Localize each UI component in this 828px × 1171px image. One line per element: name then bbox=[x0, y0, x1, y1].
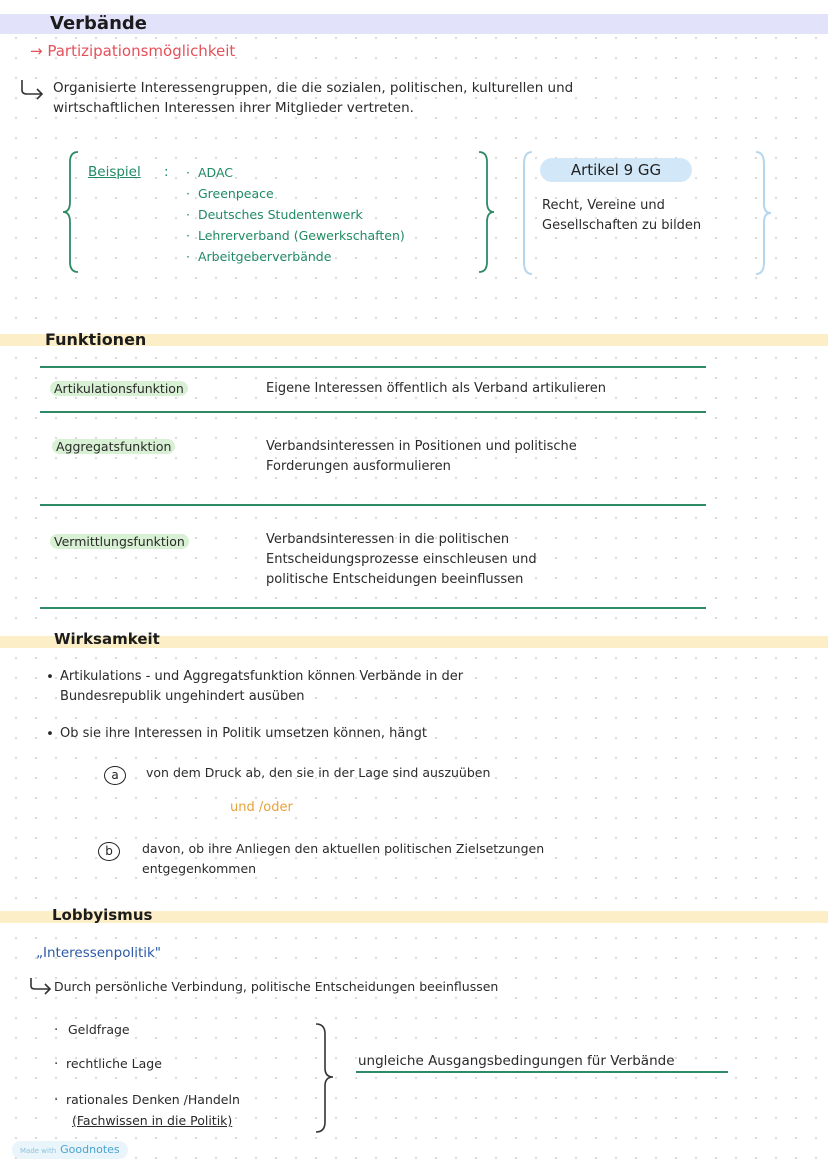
funktionen-title: Funktionen bbox=[45, 330, 147, 349]
lobby-bullet-rechtlich: rechtliche Lage bbox=[66, 1056, 162, 1071]
bullet-dot: · bbox=[54, 1056, 59, 1072]
table-divider bbox=[40, 607, 706, 609]
list-item: · Deutsches Studentenwerk bbox=[186, 204, 405, 225]
goodnotes-badge: Made with Goodnotes bbox=[12, 1141, 128, 1159]
artikel-title: Artikel 9 GG bbox=[540, 158, 692, 182]
function-name-aggregat: Aggregatsfunktion bbox=[52, 437, 175, 456]
function-desc-artikulation: Eigene Interessen öffentlich als Verband artikulieren bbox=[266, 381, 607, 396]
wirksamkeit-title: Wirksamkeit bbox=[54, 630, 160, 648]
lobbyismus-definition: Durch persönliche Verbindung, politische Entscheidungen beeinflussen bbox=[54, 979, 499, 994]
lobby-sub-note: (Fachwissen in die Politik) bbox=[72, 1113, 233, 1128]
beispiel-colon: : bbox=[164, 164, 169, 180]
option-b-marker: b bbox=[98, 840, 120, 861]
interessenpolitik-quote: „Interessenpolitik" bbox=[36, 945, 162, 961]
list-item: · Arbeitgeberverbände bbox=[186, 246, 405, 267]
option-a-marker: a bbox=[104, 764, 126, 785]
page-title: Verbände bbox=[50, 13, 147, 34]
function-name-vermittlung: Vermittlungsfunktion bbox=[50, 532, 189, 551]
example-list bbox=[186, 162, 405, 267]
bullet-dot: · bbox=[54, 1022, 59, 1038]
wirksamkeit-point1-line2: Bundesrepublik ungehindert ausüben bbox=[60, 689, 305, 704]
lobby-brace-icon bbox=[312, 1022, 336, 1134]
table-divider bbox=[40, 366, 706, 368]
lobby-bullet-rational: rationales Denken /Handeln bbox=[66, 1092, 240, 1107]
function-desc-vermittlung-1: Verbandsinteressen in die politischen bbox=[266, 532, 510, 547]
table-divider bbox=[40, 411, 706, 413]
table-divider bbox=[40, 504, 706, 506]
definition-line-2: wirtschaftlichen Interessen ihrer Mitglieder vertreten. bbox=[53, 100, 414, 116]
option-b-line1: davon, ob ihre Anliegen den aktuellen politischen Zielsetzungen bbox=[142, 841, 545, 856]
option-a-text: von dem Druck ab, den sie in der Lage sind auszuüben bbox=[146, 765, 491, 780]
lobby-bullet-geldfrage: Geldfrage bbox=[68, 1022, 130, 1037]
artikel-line-2: Gesellschaften zu bilden bbox=[542, 218, 702, 233]
function-desc-aggregat-2: Forderungen ausformulieren bbox=[266, 459, 451, 474]
left-bracket-blue-icon bbox=[516, 150, 536, 276]
right-brace-icon bbox=[475, 150, 497, 274]
wirksamkeit-point2: Ob sie ihre Interessen in Politik umsetzen können, hängt bbox=[60, 726, 427, 741]
beispiel-label: Beispiel bbox=[88, 164, 141, 180]
bullet-dot: • bbox=[46, 726, 54, 742]
participation-note: → Partizipationsmöglichkeit bbox=[30, 42, 236, 60]
list-item: · Greenpeace bbox=[186, 183, 405, 204]
bullet-dot: · bbox=[54, 1092, 59, 1108]
hook-arrow-icon bbox=[28, 976, 54, 996]
list-item: · Lehrerverband (Gewerkschaften) bbox=[186, 225, 405, 246]
function-name-artikulation: Artikulationsfunktion bbox=[50, 379, 188, 398]
list-item: · ADAC bbox=[186, 162, 405, 183]
definition-line-1: Organisierte Interessengruppen, die die sozialen, politischen, kulturellen und bbox=[53, 80, 574, 96]
function-desc-aggregat-1: Verbandsinteressen in Positionen und politische bbox=[266, 439, 577, 454]
hook-arrow-icon bbox=[18, 78, 46, 100]
lobbyismus-title: Lobbyismus bbox=[52, 906, 153, 924]
artikel-line-1: Recht, Vereine und bbox=[542, 198, 665, 213]
conclusion-underline bbox=[356, 1071, 728, 1073]
function-desc-vermittlung-3: politische Entscheidungen beeinflussen bbox=[266, 572, 524, 587]
bullet-dot: • bbox=[46, 669, 54, 685]
wirksamkeit-point1-line1: Artikulations - und Aggregatsfunktion können Verbände in der bbox=[60, 669, 464, 684]
lobby-conclusion: ungleiche Ausgangsbedingungen für Verbände bbox=[358, 1053, 675, 1069]
left-brace-icon bbox=[60, 150, 82, 274]
function-desc-vermittlung-2: Entscheidungsprozesse einschleusen und bbox=[266, 552, 537, 567]
connector-und-oder: und /oder bbox=[230, 800, 293, 815]
right-brace-blue-icon bbox=[752, 150, 774, 276]
option-b-line2: entgegenkommen bbox=[142, 861, 257, 876]
